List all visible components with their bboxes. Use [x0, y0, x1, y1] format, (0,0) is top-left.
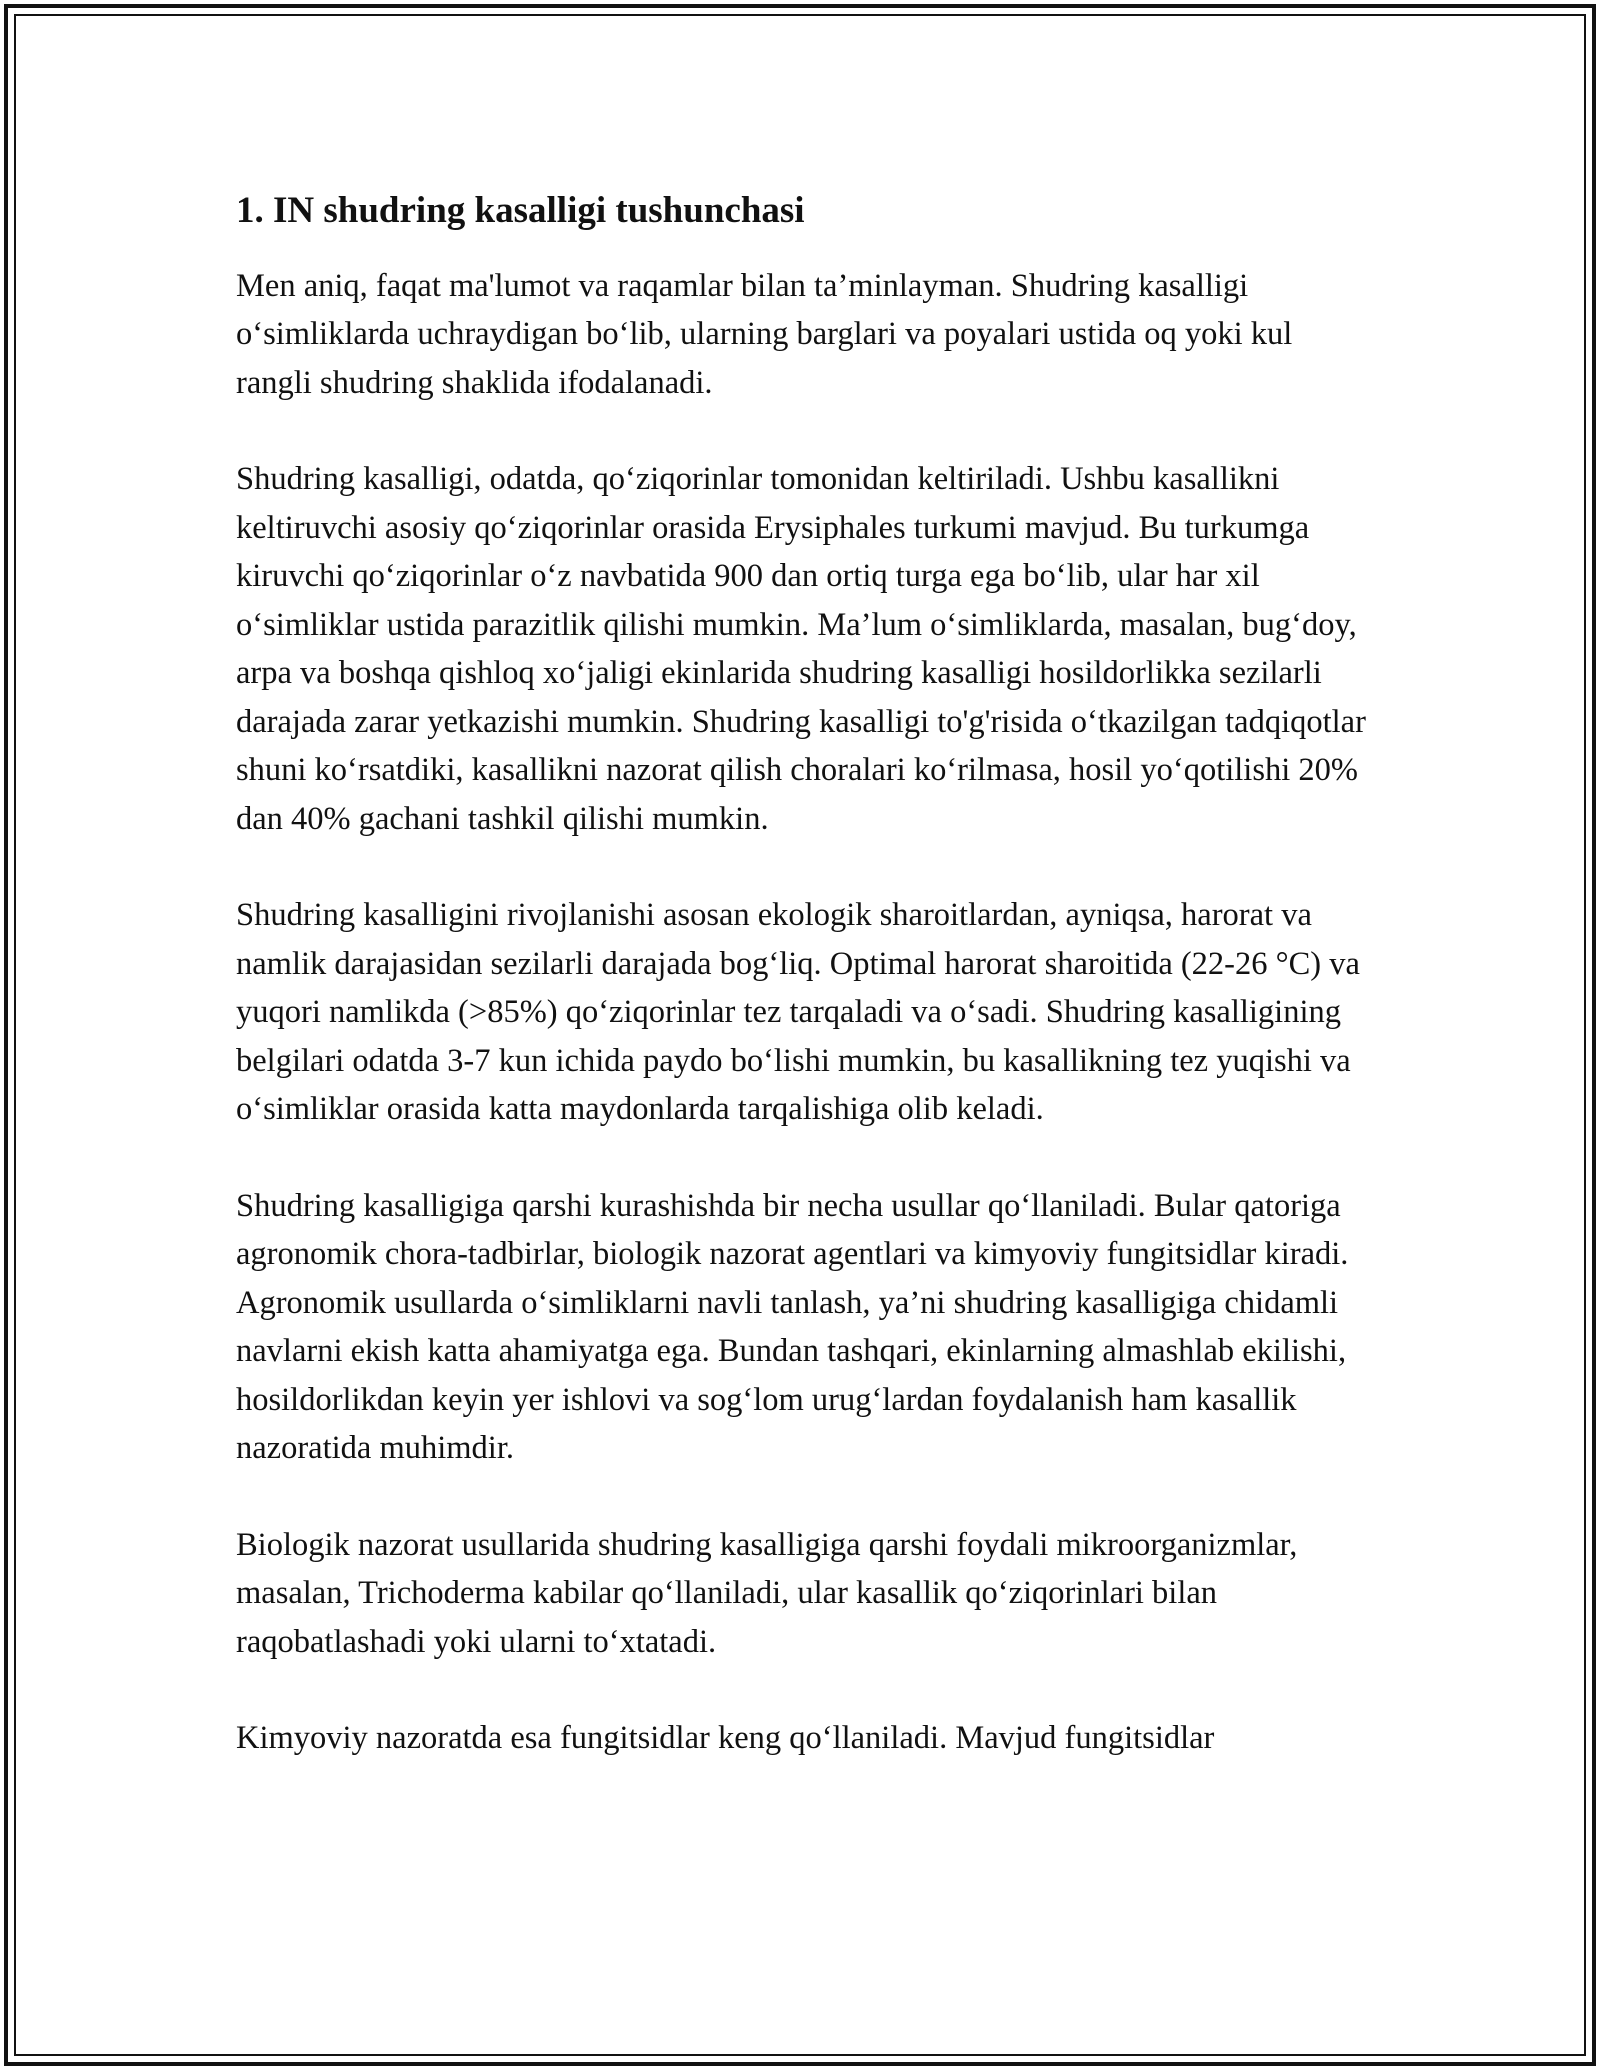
paragraph-biological-control: Biologik nazorat usullarida shudring kasalligiga qarshi foydali mikroorganizmlar, masalan, Trichoderma kabilar qo‘llaniladi, ular kasallik qo‘ziqorinlari bilan raqobatlashadi yoki ularni to‘xtatadi.	[236, 1526, 1298, 1660]
section-heading: 1. IN shudring kasalligi tushunchasi	[236, 190, 805, 231]
paragraph-pathogens: Shudring kasalligi, odatda, qo‘ziqorinlar tomonidan keltiriladi. Ushbu kasallikni keltiruvchi asosiy qo‘ziqorinlar orasida Erysiphales turkumi mavjud. Bu turkumga kiruvchi qo‘ziqorinlar o‘z navbatida 900 dan ortiq turga ega bo‘lib, ular har xil o‘simliklar ustida parazitlik qilishi mumkin. Ma’lum o‘simliklarda, masalan, bug‘doy, arpa va boshqa qishloq xo‘jaligi ekinlarida shudring kasalligi hosildorlikka sezilarli darajada zarar yetkazishi mumkin. Shudring kasalligi to'g'risida o‘tkazilgan tadqiqotlar shuni ko‘rsatdiki, kasallikni nazorat qilish choralari ko‘rilmasa, hosil yo‘qotilishi 20% dan 40% gachani tashkil qilishi mumkin.	[236, 461, 1366, 837]
paragraph-chemical-control: Kimyoviy nazoratda esa fungitsidlar keng qo‘llaniladi. Mavjud fungitsidlar	[236, 1720, 1215, 1757]
paragraph-intro: Men aniq, faqat ma'lumot va raqamlar bilan ta’minlayman. Shudring kasalligi o‘simliklarda uchraydigan bo‘lib, ularning barglari va poyalari ustida oq yoki kul rangli shudring shaklida ifodalanadi.	[236, 267, 1293, 401]
document-body	[236, 186, 1366, 1811]
paragraph-conditions: Shudring kasalligini rivojlanishi asosan ekologik sharoitlardan, ayniqsa, harorat va namlik darajasidan sezilarli darajada bog‘liq. Optimal harorat sharoitida (22-26 °C) va yuqori namlikda (>85%) qo‘ziqorinlar tez tarqaladi va o‘sadi. Shudring kasalligining belgilari odatda 3-7 kun ichida paydo bo‘lishi mumkin, bu kasallikning tez yuqishi va o‘simliklar orasida katta maydonlarda tarqalishiga olib keladi.	[236, 897, 1360, 1128]
paragraph-control-methods: Shudring kasalligiga qarshi kurashishda bir necha usullar qo‘llaniladi. Bular qatoriga agronomik chora-tadbirlar, biologik nazorat agentlari va kimyoviy fungitsidlar kiradi. Agronomik usullarda o‘simliklarni navli tanlash, ya’ni shudring kasalligiga chidamli navlarni ekish katta ahamiyatga ega. Bundan tashqari, ekinlarning almashlab ekilishi, hosildorlikdan keyin yer ishlovi va sog‘lom urug‘lardan foydalanish ham kasallik nazoratida muhimdir.	[236, 1187, 1349, 1467]
